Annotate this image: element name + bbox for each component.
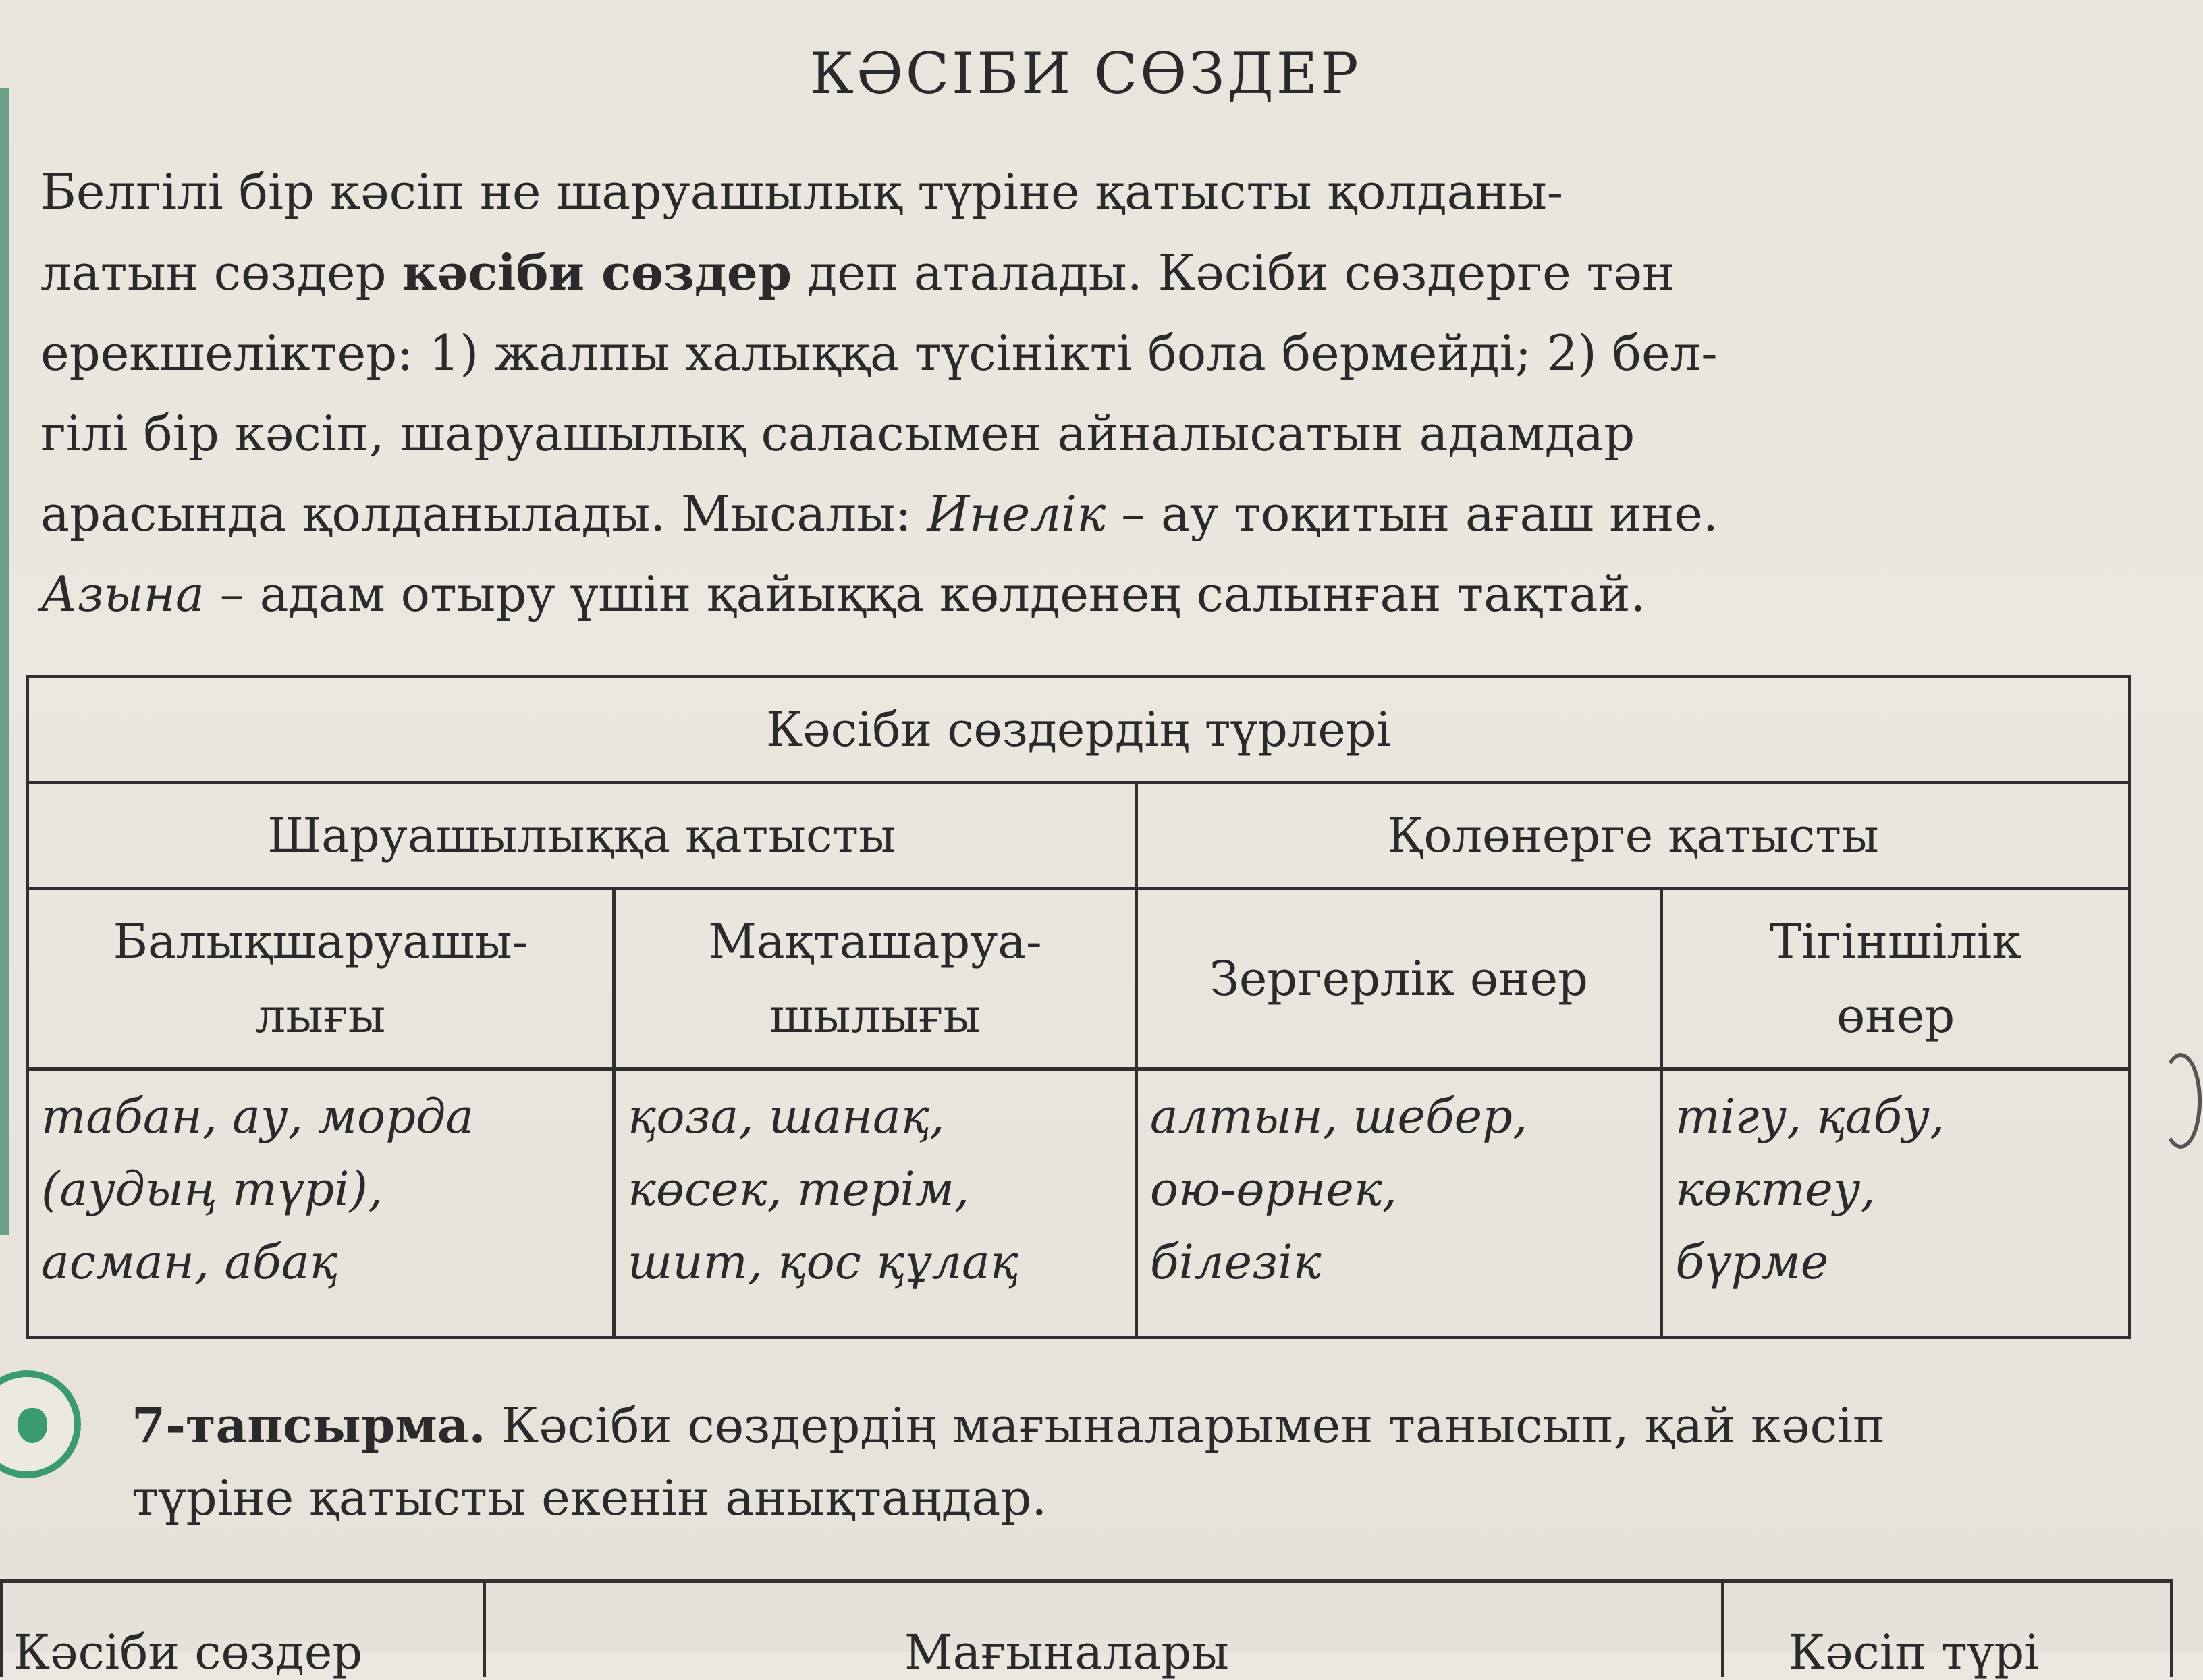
task-table-divider-2: [1721, 1583, 1724, 1677]
subheader-tailoring: Тігіншілік өнер: [1662, 889, 2130, 1069]
group-header-farming: Шаруашылыққа қатысты: [28, 783, 1137, 889]
para-line-6-end: – адам отыру үшін қайыққа көлденең салынған тақтай.: [204, 566, 1646, 622]
para-line-5-end: – ау тоқитын ағаш ине.: [1106, 485, 1718, 542]
professional-words-table: [26, 675, 2131, 1339]
definition-paragraph: [40, 152, 2133, 634]
margin-bar: [0, 88, 9, 1235]
para-line-1: Белгілі бір кәсіп не шаруашылық түріне қатысты қолданы-: [40, 163, 1564, 220]
table-title: Кәсіби сөздердің түрлері: [28, 677, 2130, 783]
task-line-1: [132, 1389, 2129, 1462]
speaking-head-icon: [0, 1370, 81, 1478]
para-line-6: [40, 554, 2133, 634]
para-line-4: гілі бір кәсіп, шаруашылық саласымен айналысатын адамдар: [40, 405, 1635, 462]
page-heading: КӘСІБИ СӨЗДЕР: [810, 40, 1361, 107]
speaking-head-icon-shape: [18, 1408, 47, 1443]
example-term-2: Азына: [40, 566, 205, 622]
words-cotton: қоза, шанақ, көсек, терім, шит, қос құлақ: [614, 1069, 1137, 1338]
task-line-2: түріне қатысты екенін анықтаңдар.: [132, 1469, 1048, 1526]
subheader-jewelry: Зергерлік өнер: [1136, 889, 1661, 1069]
task-table-divider-left: [0, 1583, 3, 1677]
pencil-mark: [2160, 1053, 2202, 1149]
task-label: 7-тапсырма.: [132, 1397, 486, 1454]
para-line-2: [40, 232, 2133, 313]
task-table-header-words: Кәсіби сөздер: [13, 1625, 363, 1680]
task-table-header-meanings: Мағыналары: [904, 1625, 1229, 1680]
example-term-1: Инелік: [927, 485, 1106, 542]
table-subheader-row: [28, 889, 2130, 1069]
task-table: [0, 1579, 2173, 1680]
task-line-1-text: Кәсіби сөздердің мағыналарымен танысып, қай кәсіп: [485, 1397, 1885, 1454]
para-line-2-start: латын сөздер: [40, 244, 402, 301]
words-fishing: табан, ау, морда (аудың түрі), асман, абақ: [28, 1069, 614, 1338]
words-jewelry: алтын, шебер, ою-өрнек, білезік: [1136, 1069, 1661, 1338]
task-7: [132, 1389, 2129, 1534]
task-table-header-profession: Кәсіп түрі: [1789, 1625, 2040, 1680]
task-table-divider-1: [483, 1583, 486, 1677]
para-line-5: [40, 474, 2133, 554]
para-line-5-start: арасында қолданылады. Мысалы:: [40, 485, 927, 542]
table-group-row: [28, 783, 2130, 889]
term-bold: кәсіби сөздер: [402, 244, 792, 301]
group-header-crafts: Қолөнерге қатысты: [1136, 783, 2129, 889]
task-table-divider-right: [2170, 1583, 2173, 1677]
subheader-fishing: Балықшаруашы- лығы: [28, 889, 614, 1069]
subheader-cotton: Мақташаруа- шылығы: [614, 889, 1137, 1069]
words-tailoring: тігу, қабу, көктеу, бүрме: [1662, 1069, 2130, 1338]
para-line-3: ерекшеліктер: 1) жалпы халыққа түсінікті бола бермейді; 2) бел-: [40, 325, 1718, 381]
para-line-2-end: деп аталады. Кәсіби сөздерге тән: [792, 244, 1675, 301]
table-title-row: [28, 677, 2130, 783]
table-words-row: [28, 1069, 2130, 1338]
